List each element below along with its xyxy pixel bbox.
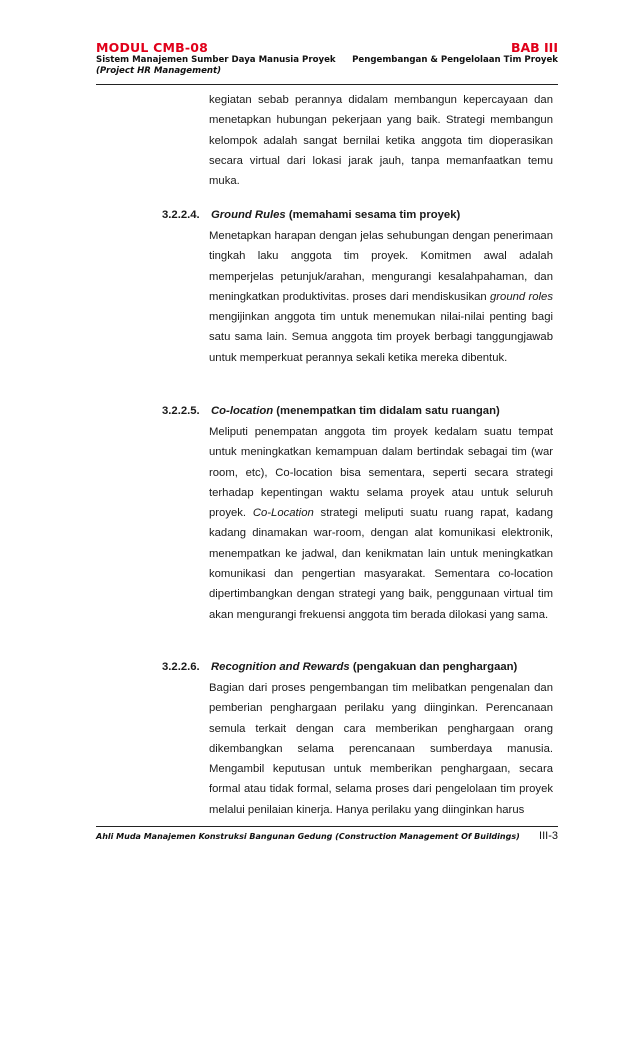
section-title: Co-location	[211, 405, 274, 417]
intro-paragraph: kegiatan sebab perannya didalam membangun kepercayaan dan menetapkan hubungan pekerjaan yang baik. Strategi membangun kelompok adalah sangat bernilai ketika anggota tim dioperasikan secara virtual dari lokasi jarak jauh, tanpa memanfaatkan temu muka.	[209, 94, 553, 188]
section-paragraph	[209, 678, 553, 820]
section-heading	[162, 401, 500, 421]
module-code: MODUL CMB-08	[96, 40, 209, 55]
page-number: III-3	[539, 830, 558, 842]
header-divider	[96, 84, 558, 85]
page-footer	[96, 830, 558, 842]
section-paragraph	[209, 422, 553, 625]
chapter-label: BAB III	[510, 40, 558, 55]
paragraph-italic-term: Co-Location	[252, 507, 314, 520]
section-title: Recognition and Rewards	[211, 661, 350, 673]
paragraph-text: strategi meliputi suatu ruang rapat, kadang kadang dinamakan war-room, dengan alat komunikasi elektronik, menempatkan ke jadwal, dan kenikmatan lain untuk meningkatkan komunikasi dan pengertian masyarakat. Sementara co-location dipertimbangkan dengan strategi yang baik, penggunaan virtual tim akan mengurangi frekuensi anggota tim berada dilokasi yang sama.	[209, 507, 553, 621]
page-header	[96, 40, 558, 76]
module-subtitle-english: (Project HR Management)	[96, 66, 222, 76]
paragraph-text: mengijinkan anggota tim untuk menemukan nilai-nilai penting bagi satu sama lain. Semua anggota tim proyek berbagi tanggungjawab untuk memperkuat perannya sekali ketika mereka dibentuk.	[209, 311, 553, 364]
section-number: 3.2.2.4.	[162, 209, 200, 221]
footer-title: Ahli Muda Manajemen Konstruksi Bangunan Gedung (Construction Management Of Buildings)	[96, 832, 520, 841]
paragraph-text: Bagian dari proses pengembangan tim melibatkan pengenalan dan pemberian penghargaan perilaku yang diinginkan. Perencanaan semula terkait dengan cara memberikan penghargaan orang dikembangkan selama perencanaan sumberdaya manusia. Mengambil keputusan untuk memberikan penghargaan, secara formal atau tidak formal, selama proses dari pengelolaan tim proyek melalui penilaian kinerja. Hanya perilaku yang diinginkan harus	[209, 682, 553, 816]
section-number: 3.2.2.5.	[162, 405, 200, 417]
section-title: Ground Rules	[211, 209, 286, 221]
section-heading	[162, 205, 460, 225]
section-title-rest: (pengakuan dan penghargaan)	[349, 661, 518, 673]
paragraph-text: Menetapkan harapan dengan jelas sehubungan dengan penerimaan tingkah laku anggota tim proyek. Komitmen awal adalah memperjelas petunjuk/arahan, mengurangi kesalahpahaman, dan meningkatkan produktivitas. proses dari mendiskusikan	[209, 230, 553, 303]
section-paragraph	[209, 226, 553, 368]
section-title-rest: (menempatkan tim didalam satu ruangan)	[273, 405, 500, 417]
paragraph-italic-term: ground roles	[490, 290, 553, 303]
footer-divider	[96, 826, 558, 827]
section-title-rest: (memahami sesama tim proyek)	[285, 209, 461, 221]
section-number: 3.2.2.6.	[162, 661, 200, 673]
module-subtitle: Sistem Manajemen Sumber Daya Manusia Proyek	[96, 55, 336, 65]
chapter-subtitle: Pengembangan & Pengelolaan Tim Proyek	[352, 55, 558, 65]
section-heading	[162, 657, 517, 677]
paragraph-text: Meliputi penempatan anggota tim proyek kedalam suatu tempat untuk meningkatkan kemampuan dalam bertindak sebagai tim (war room, etc), Co-location bisa sementara, seperti secara strategi terhadap kepentingan waktu selama proyek atau untuk seluruh proyek.	[209, 426, 553, 520]
